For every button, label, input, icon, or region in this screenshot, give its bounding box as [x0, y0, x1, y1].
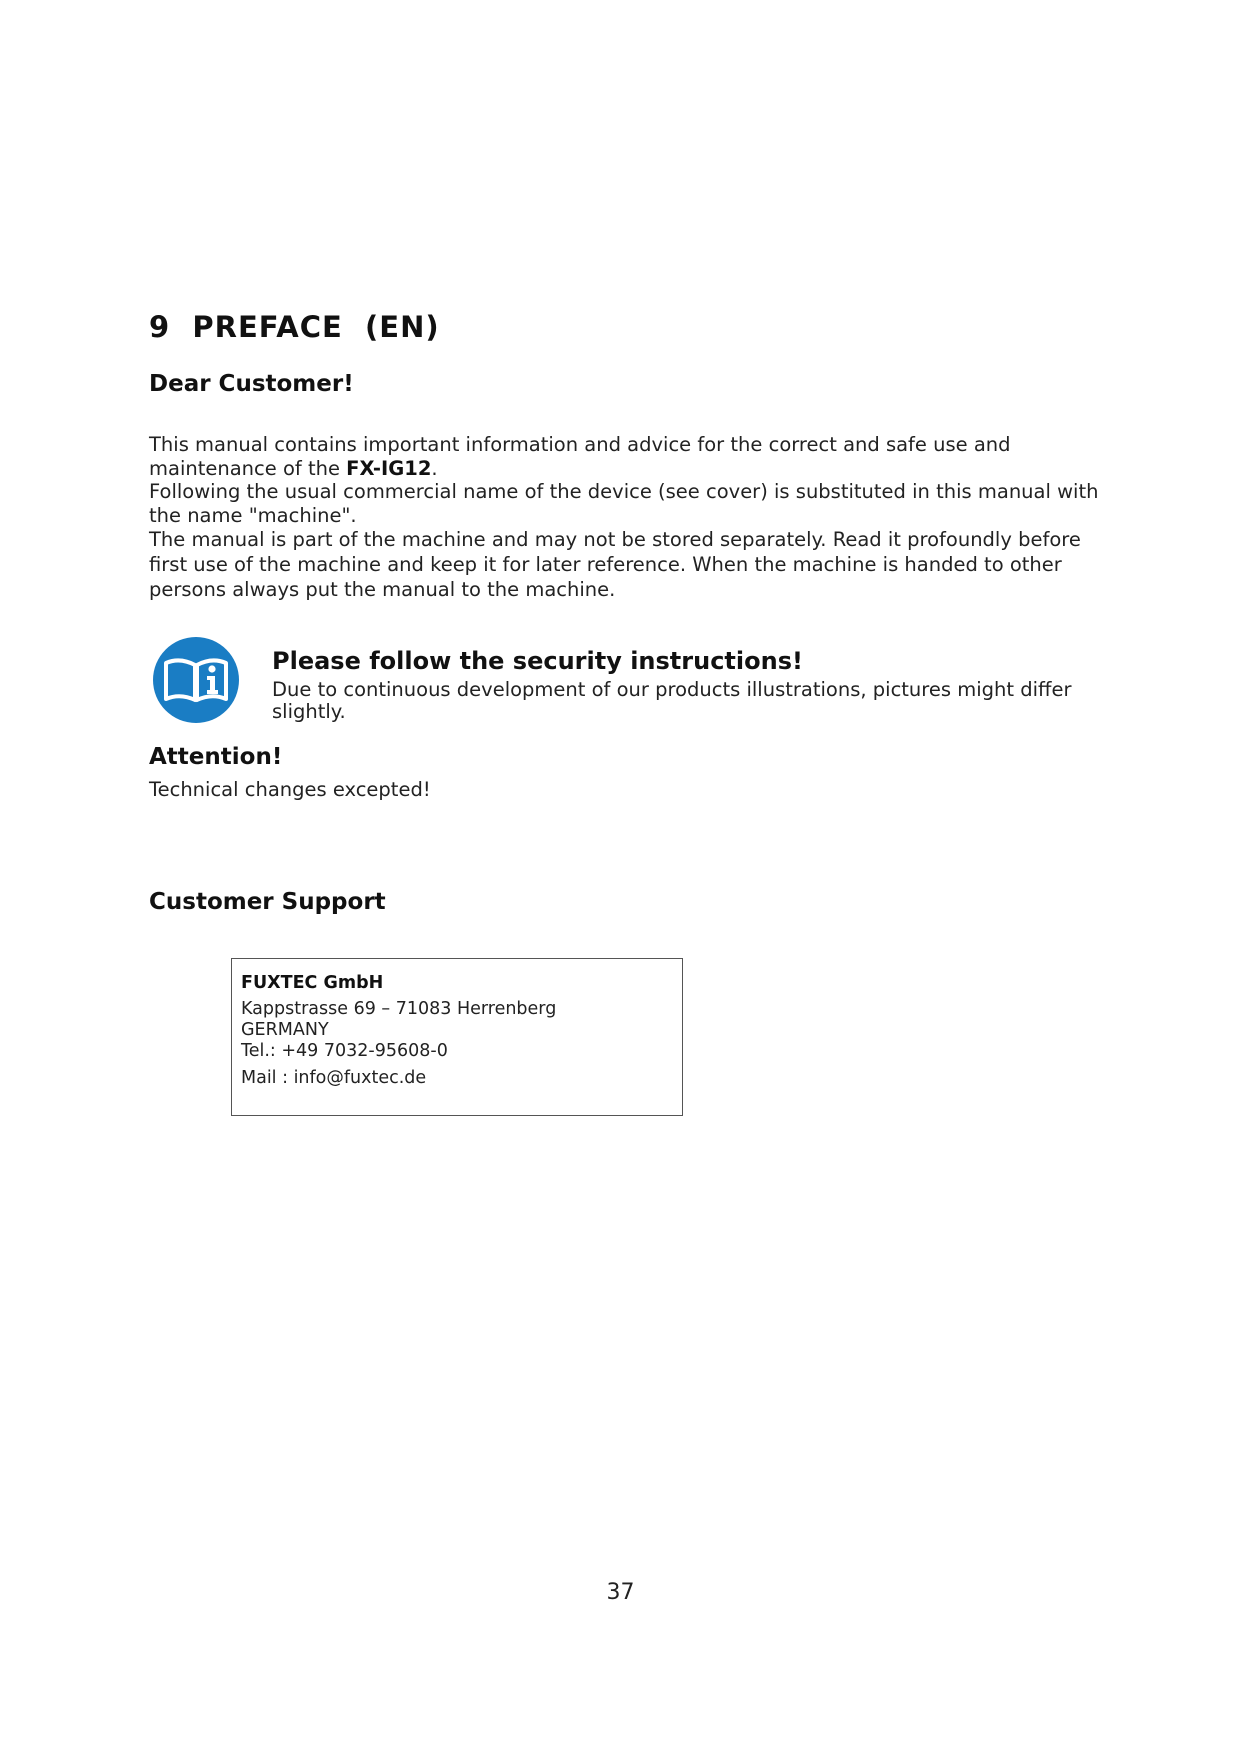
model-name: FX-IG12 — [346, 456, 432, 480]
company-email: Mail : info@fuxtec.de — [241, 1068, 427, 1088]
company-address: Kappstrasse 69 – 71083 Herrenberg — [241, 999, 557, 1019]
notice-title: Please follow the security instructions! — [272, 647, 803, 675]
intro-paragraph-2: Following the usual commercial name of the device (see cover) is substituted in this manual with the name "machine". — [149, 480, 1099, 527]
company-phone: Tel.: +49 7032-95608-0 — [241, 1041, 448, 1061]
notice-text: Due to continuous development of our products illustrations, pictures might differ slightly. — [272, 678, 1072, 723]
security-notice — [272, 647, 1102, 723]
intro-paragraph-1 — [149, 433, 1109, 480]
section-name: PREFACE — [192, 310, 343, 344]
section-language: (EN) — [365, 310, 440, 344]
support-contact-box — [231, 958, 683, 1116]
company-name: FUXTEC GmbH — [241, 973, 384, 993]
intro-text — [149, 433, 1109, 602]
intro-p1-end: . — [431, 456, 438, 480]
manual-info-icon — [152, 636, 240, 724]
intro-paragraph-3: The manual is part of the machine and may not be stored separately. Read it profoundly before first use of the machine and keep it for later reference. When the machine is handed to other persons always put the manual to the machine. — [149, 528, 1081, 601]
company-country: GERMANY — [241, 1020, 329, 1040]
section-number: 9 — [149, 310, 171, 344]
section-title — [149, 310, 440, 344]
customer-support-heading: Customer Support — [149, 889, 386, 915]
page-number: 37 — [606, 1580, 635, 1605]
attention-heading: Attention! — [149, 744, 283, 770]
intro-p1-text: This manual contains important information and advice for the correct and safe use and maintenance of the — [149, 433, 1011, 480]
greeting-heading: Dear Customer! — [149, 371, 354, 397]
attention-text: Technical changes excepted! — [149, 778, 431, 801]
